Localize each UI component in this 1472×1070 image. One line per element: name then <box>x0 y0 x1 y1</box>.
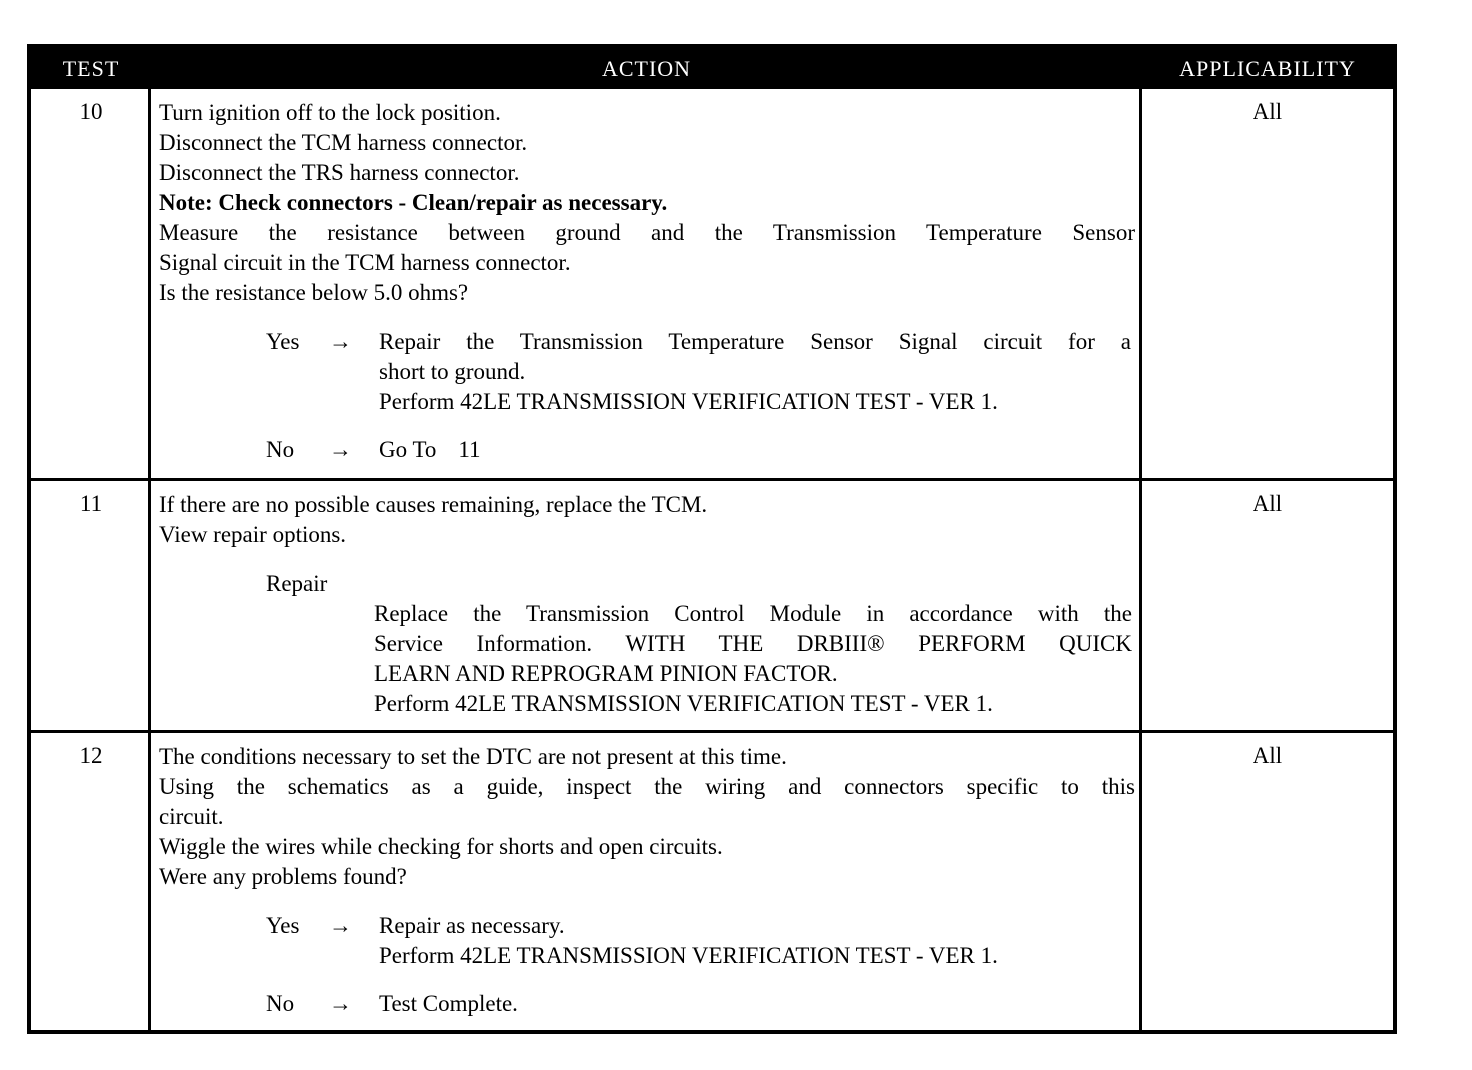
repair-line: Perform 42LE TRANSMISSION VERIFICATION TEST - VER 1. <box>374 691 993 716</box>
right-arrow-icon: → <box>329 437 352 462</box>
yes-body <box>379 327 1131 417</box>
applicability-value: All <box>1252 743 1283 768</box>
action-line: Using the schematics as a guide, inspect the wiring and connectors specific to this <box>159 774 1135 799</box>
no-body: Test Complete. <box>379 991 518 1016</box>
header-action: ACTION <box>601 56 692 81</box>
repair-line: LEARN AND REPROGRAM PINION FACTOR. <box>374 661 838 686</box>
test-number: 10 <box>79 99 103 124</box>
no-answer <box>266 435 1135 465</box>
action-line: Measure the resistance between ground and the Transmission Temperature Sensor <box>159 220 1135 245</box>
table-row-test-12 <box>31 733 1393 1030</box>
table-header <box>31 48 1393 89</box>
action-line: Signal circuit in the TCM harness connector. <box>159 250 571 275</box>
action-line: Turn ignition off to the lock position. <box>159 100 501 125</box>
applicability-value: All <box>1252 99 1283 124</box>
header-test: TEST <box>62 56 120 81</box>
yes-label: Yes <box>266 329 300 354</box>
no-label: No <box>266 437 295 462</box>
yes-line: Perform 42LE TRANSMISSION VERIFICATION TEST - VER 1. <box>379 943 998 968</box>
right-arrow-icon: → <box>329 329 352 354</box>
table-row-test-11 <box>31 481 1393 730</box>
right-arrow-icon: → <box>329 913 352 938</box>
yes-line: short to ground. <box>379 359 526 384</box>
repair-label: Repair <box>266 571 328 596</box>
yes-line: Repair the Transmission Temperature Sensor Signal circuit for a <box>379 329 1131 354</box>
no-answer <box>266 989 1135 1019</box>
yes-answer <box>266 911 1135 971</box>
yes-answer <box>266 327 1135 417</box>
no-body <box>379 435 1131 465</box>
question-line: Were any problems found? <box>159 864 407 889</box>
header-applicability: APPLICABILITY <box>1179 56 1356 81</box>
action-cell <box>159 98 1135 465</box>
no-label: No <box>266 991 295 1016</box>
action-line: Wiggle the wires while checking for shorts and open circuits. <box>159 834 723 859</box>
action-line: View repair options. <box>159 522 347 547</box>
yes-label: Yes <box>266 913 300 938</box>
repair-line: Replace the Transmission Control Module in accordance with the <box>374 601 1132 626</box>
test-number: 12 <box>79 743 103 768</box>
action-line: Disconnect the TCM harness connector. <box>159 130 528 155</box>
right-arrow-icon: → <box>329 991 352 1016</box>
test-number: 11 <box>79 491 103 516</box>
action-cell <box>159 742 1135 1019</box>
action-line: The conditions necessary to set the DTC are not present at this time. <box>159 744 787 769</box>
action-line: If there are no possible causes remaining, replace the TCM. <box>159 492 708 517</box>
table-row-test-10 <box>31 89 1393 478</box>
action-cell <box>159 490 1135 719</box>
repair-body <box>374 599 1132 719</box>
action-line: circuit. <box>159 804 224 829</box>
goto-number: 11 <box>458 437 481 462</box>
applicability-value: All <box>1252 491 1283 516</box>
action-line: Disconnect the TRS harness connector. <box>159 160 520 185</box>
diagnostic-test-table <box>27 44 1397 1034</box>
yes-body <box>379 911 1131 971</box>
repair-line: Service Information. WITH THE DRBIII® PERFORM QUICK <box>374 631 1132 656</box>
question-line: Is the resistance below 5.0 ohms? <box>159 280 469 305</box>
yes-line: Repair as necessary. <box>379 913 565 938</box>
goto-text: Go To <box>379 437 437 462</box>
yes-line: Perform 42LE TRANSMISSION VERIFICATION TEST - VER 1. <box>379 389 998 414</box>
note-line: Note: Check connectors - Clean/repair as necessary. <box>159 190 668 215</box>
